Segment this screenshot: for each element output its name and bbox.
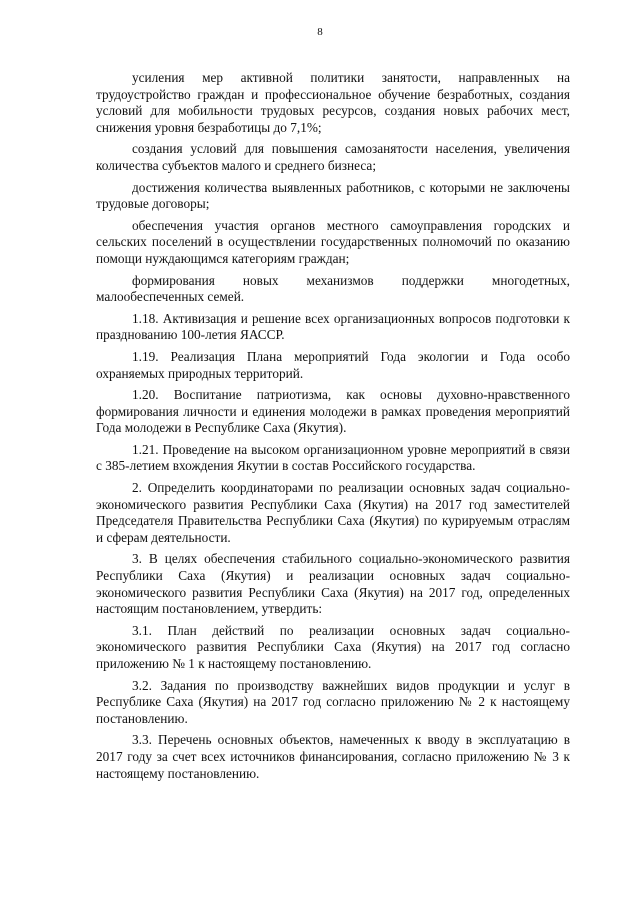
paragraph-1-21: 1.21. Проведение на высоком организационном уровне мероприятий в связи с 385-летием вхождения Якутии в состав Российского государства.	[96, 441, 570, 474]
paragraph-unregistered-workers: достижения количества выявленных работников, с которыми не заключены трудовые договоры;	[96, 179, 570, 212]
page-number: 8	[317, 26, 323, 38]
paragraph-3: 3. В целях обеспечения стабильного социально-экономического развития Республики Саха (Якутия) и реализации основных задач социально-экономического развития Республики Саха (Якутия) на 2017 год, определенных настоящим постановлением, утвердить:	[96, 551, 570, 617]
paragraph-1-18: 1.18. Активизация и решение всех организационных вопросов подготовки к празднованию 100-летия ЯАССР.	[96, 310, 570, 343]
paragraph-1-20: 1.20. Воспитание патриотизма, как основы духовно-нравственного формирования личности и единения молодежи в рамках проведения мероприятий Года молодежи в Республике Саха (Якутия).	[96, 387, 570, 436]
paragraph-2: 2. Определить координаторами по реализации основных задач социально-экономического развития Республики Саха (Якутия) на 2017 год заместителей Председателя Правительства Республики Саха (Якутия) по курируемым отраслям и сферам деятельности.	[96, 480, 570, 545]
paragraph-large-families: формирования новых механизмов поддержки многодетных, малообеспеченных семей.	[96, 272, 570, 305]
paragraph-self-employment: создания условий для повышения самозанятости населения, увеличения количества субъектов малого и среднего бизнеса;	[96, 141, 570, 173]
paragraph-3-1: 3.1. План действий по реализации основных задач социально-экономического развития Республики Саха (Якутия) на 2017 год согласно приложению № 1 к настоящему постановлению.	[96, 622, 570, 671]
paragraph-local-government: обеспечения участия органов местного самоуправления городских и сельских поселений в осуществлении государственных полномочий по оказанию помощи нуждающимся категориям граждан;	[96, 217, 570, 266]
paragraph-1-19: 1.19. Реализация Плана мероприятий Года экологии и Года особо охраняемых природных территорий.	[96, 348, 570, 381]
document-body	[96, 70, 570, 787]
paragraph-employment-measures: усиления мер активной политики занятости, направленных на трудоустройство граждан и профессиональное обучение безработных, создания условий для мобильности трудовых ресурсов, создания новых рабочих мест, снижения уровня безработицы до 7,1%;	[96, 70, 570, 135]
paragraph-3-2: 3.2. Задания по производству важнейших видов продукции и услуг в Республике Саха (Якутия) на 2017 год согласно приложению № 2 к настоящему постановлению.	[96, 677, 570, 726]
paragraph-3-3: 3.3. Перечень основных объектов, намеченных к вводу в эксплуатацию в 2017 году за счет всех источников финансирования, согласно приложению № 3 к настоящему постановлению.	[96, 732, 570, 781]
